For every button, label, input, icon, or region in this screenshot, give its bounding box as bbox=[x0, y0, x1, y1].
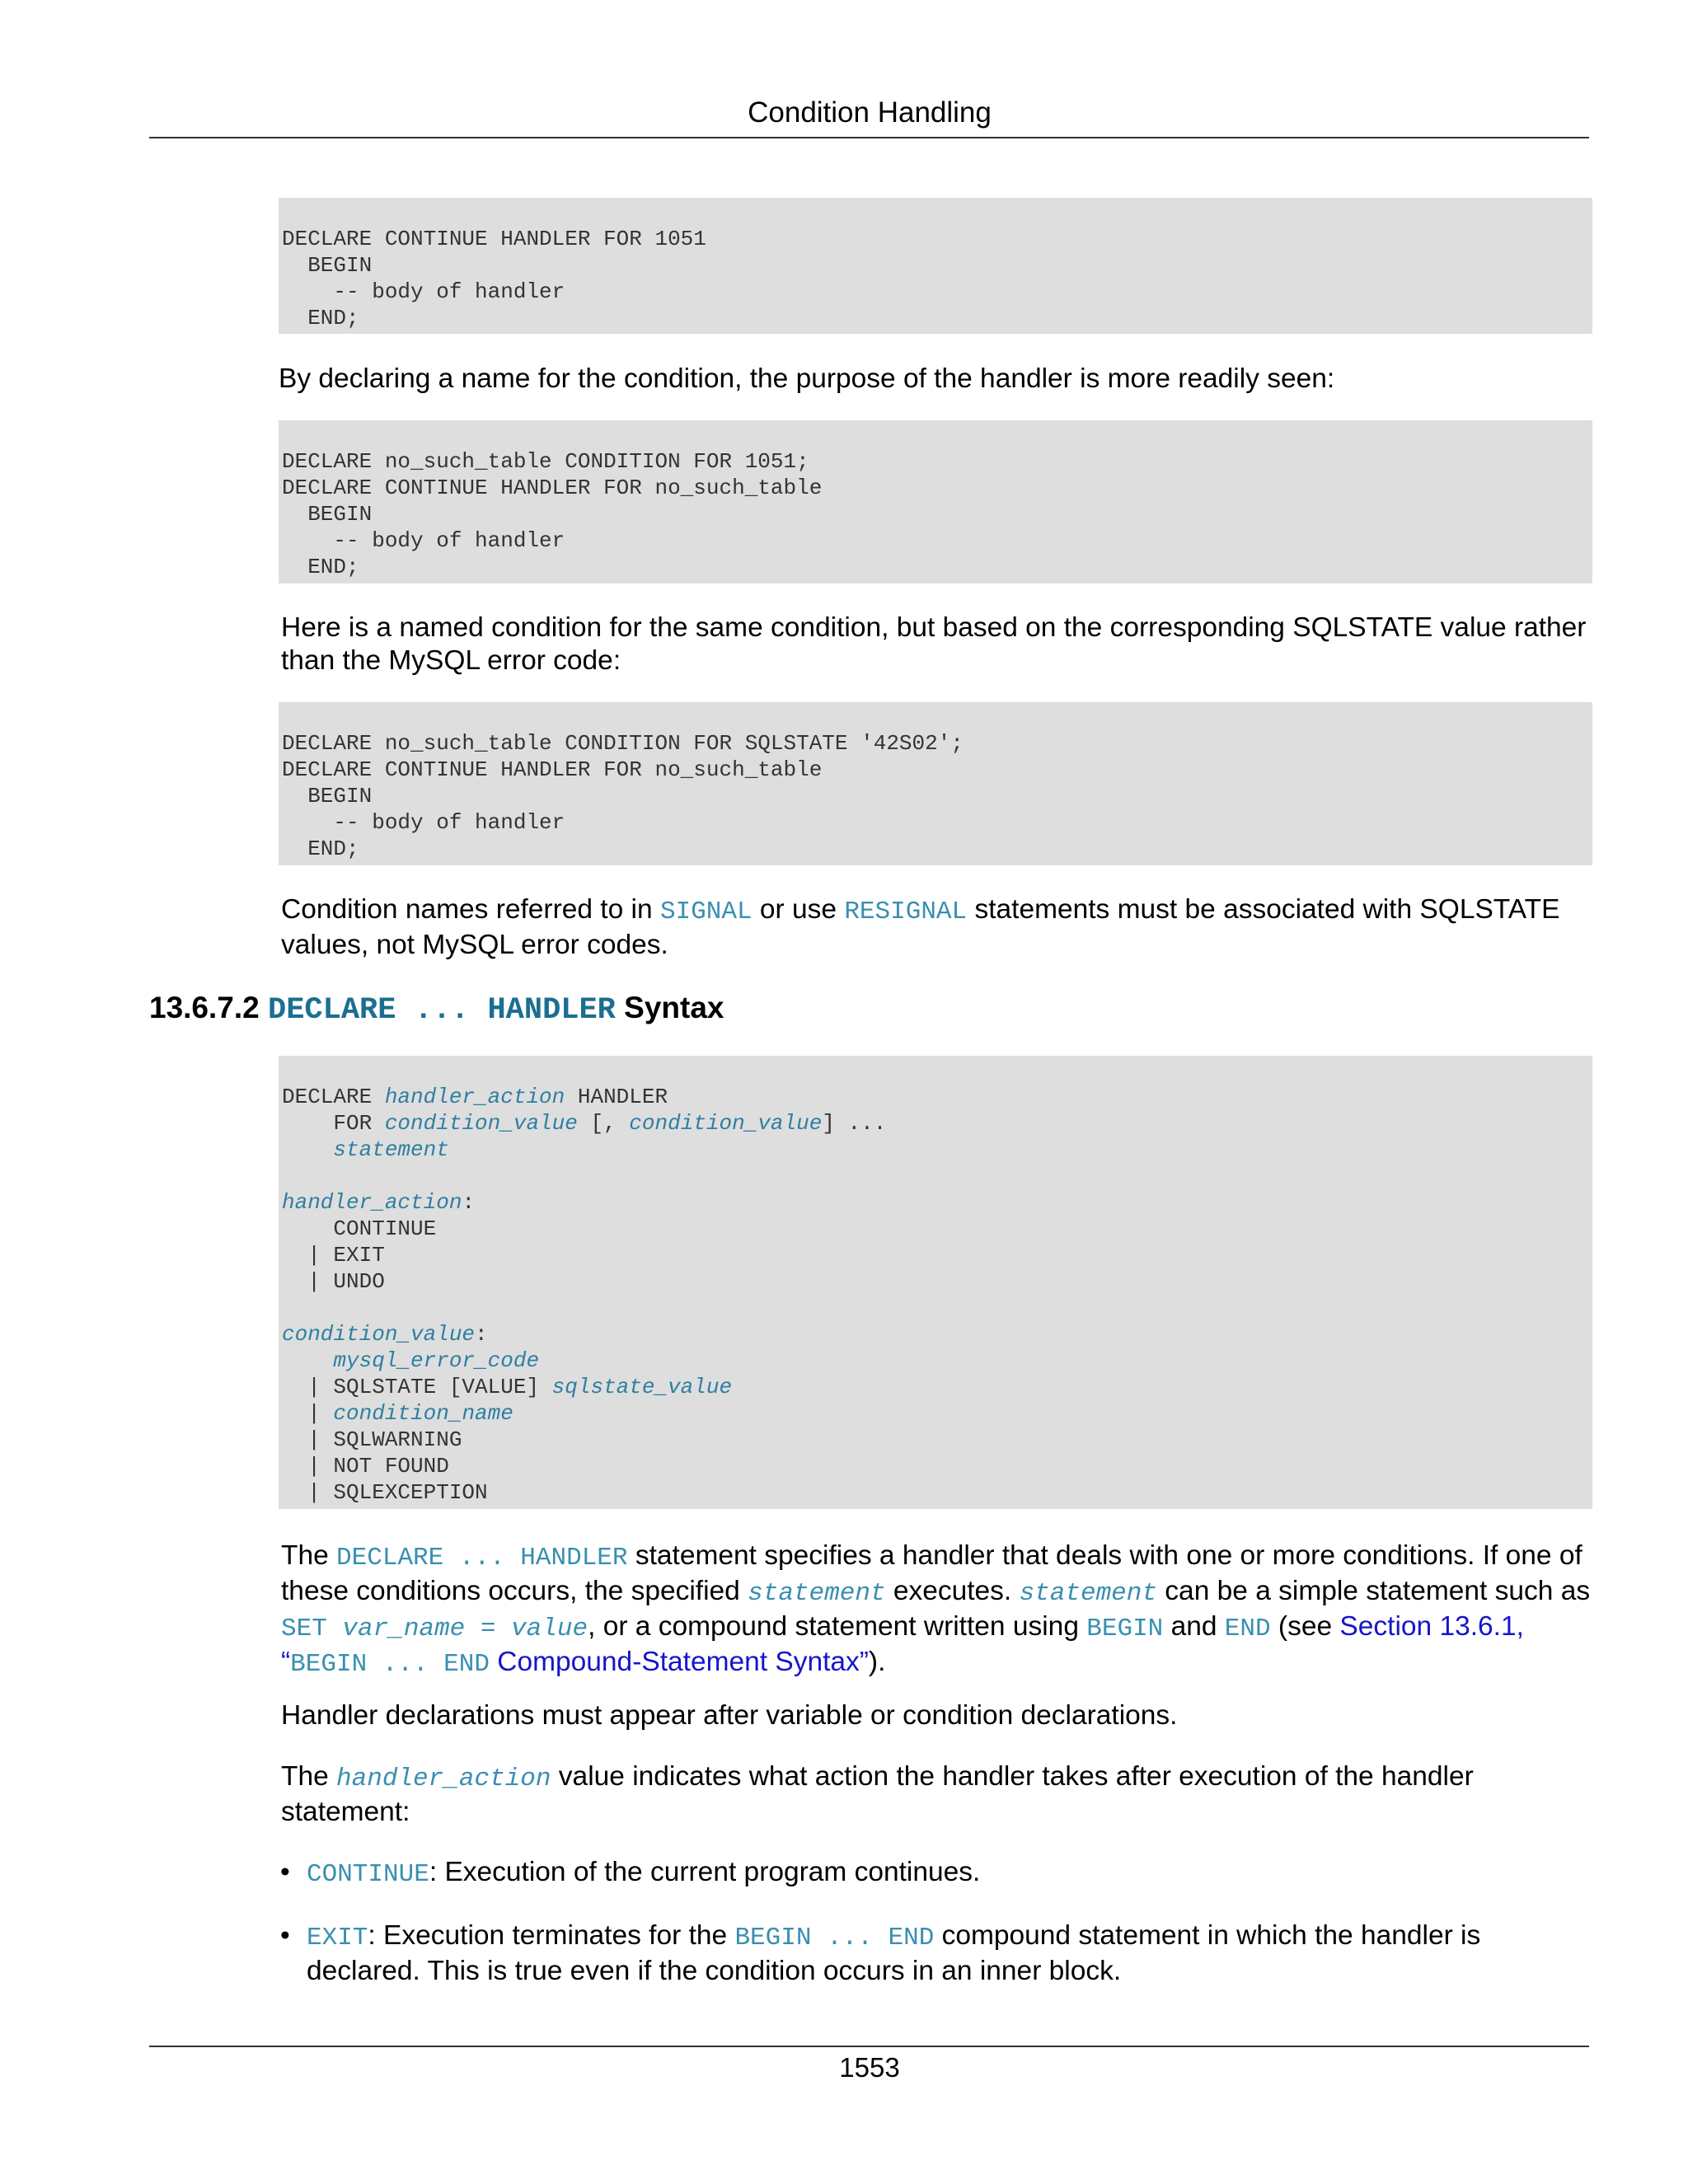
code-text: | SQLWARNING bbox=[282, 1427, 462, 1452]
code-text: | NOT FOUND bbox=[282, 1454, 449, 1479]
code-variable: condition_value bbox=[282, 1322, 476, 1347]
inline-code: BEGIN ... END bbox=[734, 1924, 935, 1952]
code-text: | SQLSTATE [VALUE] bbox=[282, 1375, 552, 1399]
code-variable: sqlstate_value bbox=[551, 1375, 733, 1399]
inline-code: SET bbox=[281, 1615, 343, 1643]
inline-variable: statement bbox=[748, 1579, 886, 1608]
code-text: | EXIT bbox=[282, 1243, 385, 1268]
paragraph-sqlstate bbox=[281, 612, 1592, 677]
code-variable: condition_name bbox=[333, 1401, 513, 1426]
signal-code: SIGNAL bbox=[659, 898, 753, 926]
inline-code: DECLARE ... HANDLER bbox=[336, 1544, 628, 1572]
inline-variable: statement bbox=[1019, 1579, 1157, 1608]
section-heading bbox=[149, 987, 724, 1031]
list-item bbox=[279, 1919, 1592, 1988]
code-variable: mysql_error_code bbox=[333, 1348, 540, 1373]
code-text: : bbox=[475, 1322, 488, 1347]
paragraph-condition-names bbox=[281, 893, 1592, 962]
code-text: | UNDO bbox=[282, 1269, 385, 1294]
syntax-code-block bbox=[279, 1056, 1592, 1509]
section-number: 13.6.7.2 bbox=[149, 991, 269, 1024]
inline-variable: handler_action bbox=[336, 1765, 551, 1793]
header-divider bbox=[149, 137, 1589, 138]
link-code: BEGIN ... END bbox=[290, 1650, 490, 1679]
paragraph-handler-action bbox=[281, 1760, 1592, 1829]
code-text: DECLARE bbox=[282, 1085, 385, 1109]
code-variable: handler_action bbox=[384, 1085, 565, 1109]
code-text: | SQLEXCEPTION bbox=[282, 1480, 488, 1505]
text: , or a compound statement written using bbox=[588, 1611, 1087, 1642]
code-line: DECLARE no_such_table CONDITION FOR SQLSTATE '42S02'; bbox=[282, 731, 964, 756]
inline-code: BEGIN bbox=[1086, 1615, 1164, 1643]
code-line: BEGIN bbox=[282, 502, 373, 527]
page-number: 1553 bbox=[839, 2052, 900, 2083]
code-line: END; bbox=[282, 837, 359, 861]
inline-variable: value bbox=[511, 1615, 588, 1643]
code-variable: condition_value bbox=[629, 1111, 823, 1136]
text: : Execution of the current program continues. bbox=[429, 1857, 981, 1887]
paragraph-handler-description bbox=[281, 1540, 1592, 1681]
code-text: FOR bbox=[282, 1111, 385, 1136]
code-line: END; bbox=[282, 555, 359, 579]
code-line: BEGIN bbox=[282, 253, 373, 278]
code-text bbox=[282, 1137, 333, 1162]
text: compound statement in which the handler is declared. This is true even if the condition occurs in an inner block. bbox=[307, 1920, 1481, 1986]
code-line: BEGIN bbox=[282, 784, 373, 808]
code-line: DECLARE no_such_table CONDITION FOR 1051; bbox=[282, 449, 809, 474]
code-text: [, bbox=[577, 1111, 630, 1136]
paragraph-handler-declarations bbox=[281, 1699, 1592, 1732]
code-block-3 bbox=[279, 702, 1592, 865]
link-text: Compound-Statement Syntax” bbox=[490, 1647, 869, 1677]
bullet-icon: • bbox=[280, 1857, 290, 1887]
text: ). bbox=[868, 1647, 886, 1677]
handler-action-list bbox=[279, 1856, 1592, 1988]
text: statements must be associated with SQLSTATE values, not MySQL error codes. bbox=[281, 894, 1560, 960]
text: statement specifies a handler that deals with one or more conditions. If one of these conditions occurs, the specified bbox=[281, 1540, 1582, 1606]
page-content bbox=[279, 198, 1592, 394]
code-text: : bbox=[462, 1190, 476, 1215]
text: The bbox=[281, 1761, 337, 1792]
code-line: -- body of handler bbox=[282, 528, 565, 553]
running-header: Condition Handling bbox=[748, 96, 992, 129]
inline-code: = bbox=[465, 1615, 512, 1643]
paragraph bbox=[279, 363, 1592, 396]
paragraph-text: By declaring a name for the condition, the purpose of the handler is more readily seen: bbox=[279, 363, 1335, 394]
code-block-1 bbox=[279, 198, 1592, 334]
code-line: END; bbox=[282, 306, 359, 330]
text: Condition names referred to in bbox=[281, 894, 660, 925]
text: or use bbox=[752, 894, 845, 925]
code-text: CONTINUE bbox=[282, 1216, 437, 1241]
inline-variable: var_name bbox=[342, 1615, 466, 1643]
code-text: HANDLER bbox=[565, 1085, 668, 1109]
list-item bbox=[279, 1856, 1592, 1891]
code-block-2 bbox=[279, 420, 1592, 583]
text: : Execution terminates for the bbox=[368, 1920, 735, 1951]
text: value indicates what action the handler takes after execution of the handler statement: bbox=[281, 1761, 1474, 1827]
code-line: DECLARE CONTINUE HANDLER FOR no_such_table bbox=[282, 757, 823, 782]
section-heading-word: Syntax bbox=[615, 991, 724, 1024]
resignal-code: RESIGNAL bbox=[844, 898, 968, 926]
inline-code: EXIT bbox=[307, 1924, 368, 1952]
code-line: -- body of handler bbox=[282, 279, 565, 304]
code-variable: handler_action bbox=[282, 1190, 462, 1215]
code-variable: statement bbox=[333, 1137, 449, 1162]
code-line: -- body of handler bbox=[282, 810, 565, 835]
code-text: ] ... bbox=[822, 1111, 887, 1136]
inline-code: CONTINUE bbox=[307, 1860, 429, 1889]
paragraph-text: Handler declarations must appear after variable or condition declarations. bbox=[281, 1700, 1178, 1731]
code-line: DECLARE CONTINUE HANDLER FOR 1051 bbox=[282, 227, 706, 251]
paragraph-text: Here is a named condition for the same condition, but based on the corresponding SQLSTATE value rather than the MySQL error code: bbox=[281, 612, 1587, 676]
text: executes. bbox=[885, 1576, 1020, 1606]
link-text: Section 13.6.1, “ bbox=[281, 1611, 1524, 1677]
bullet-icon: • bbox=[280, 1920, 290, 1951]
code-text: | bbox=[282, 1401, 334, 1426]
section-heading-code: DECLARE ... HANDLER bbox=[268, 993, 616, 1028]
text: (see bbox=[1270, 1611, 1340, 1642]
inline-code: END bbox=[1224, 1615, 1271, 1643]
code-text bbox=[282, 1348, 333, 1373]
footer-divider bbox=[149, 2046, 1589, 2047]
code-variable: condition_value bbox=[384, 1111, 578, 1136]
text: can be a simple statement such as bbox=[1157, 1576, 1591, 1606]
text: and bbox=[1163, 1611, 1225, 1642]
code-line: DECLARE CONTINUE HANDLER FOR no_such_table bbox=[282, 476, 823, 500]
text: The bbox=[281, 1540, 337, 1571]
